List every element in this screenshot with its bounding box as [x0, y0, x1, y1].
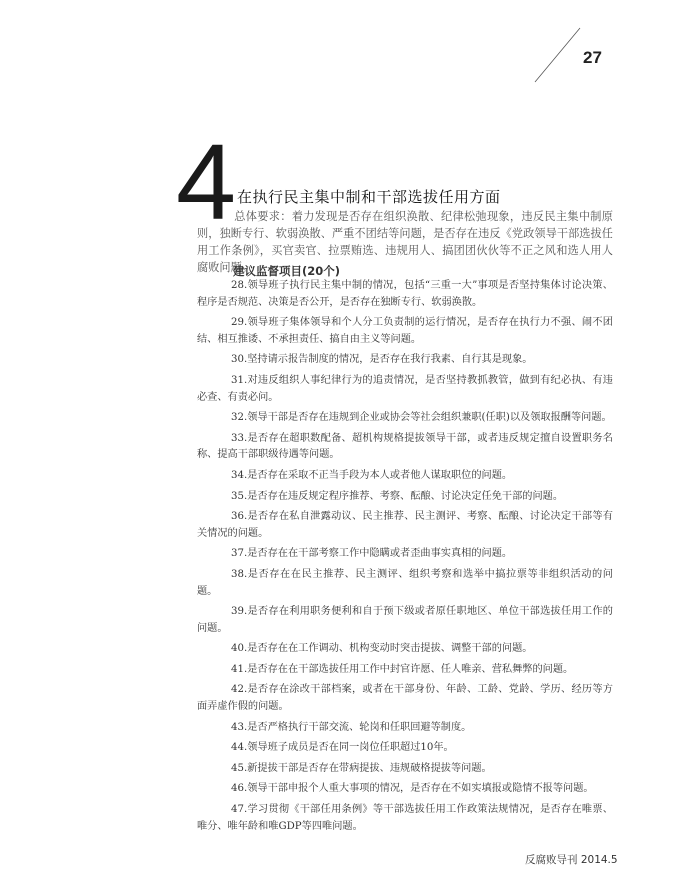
list-item: 42.是否存在涂改干部档案，或者在干部身份、年龄、工龄、党龄、学历、经历等方面弄虚作假的问题。	[197, 684, 613, 713]
list-item: 29.领导班子集体领导和个人分工负责制的运行情况，是否存在执行力不强、闹不团结、相互推诿、不承担责任、搞自由主义等问题。	[197, 317, 613, 345]
supervision-items-list	[197, 278, 613, 839]
supervision-items-heading: 建议监督项目(20个)	[233, 264, 341, 278]
list-item: 36.是否存在私自泄露动议、民主推荐、民主测评、考察、酝酿、讨论决定干部等有关情况的问题。	[197, 511, 613, 539]
list-item: 31.对违反组织人事纪律行为的追责情况，是否坚持教抓教管，做到有纪必执、有违必查、有责必问。	[197, 374, 613, 403]
list-item: 41.是否存在在干部选拔任用工作中封官许愿、任人唯亲、营私舞弊的问题。	[231, 663, 574, 675]
list-item: 40.是否存在在工作调动、机构变动时突击提拔、调整干部的问题。	[231, 643, 533, 655]
section-numeral: 4	[176, 121, 237, 242]
corner-decoration-line	[0, 0, 683, 100]
section-title: 在执行民主集中制和干部选拔任用方面	[237, 188, 501, 206]
list-item: 30.坚持请示报告制度的情况，是否存在我行我素、自行其是现象。	[231, 354, 533, 366]
page-number: 27	[583, 48, 602, 67]
requirements-text: 着力发现是否存在组织涣散、纪律松弛现象，违反民主集中制原则，独断专行、软弱涣散、严重不团结等问题，是否存在违反《党政领导干部选拔任用工作条例》，买官卖官、拉票贿选、违规用人、搞团团伙伙等不正之风和选人用人腐败问题。	[197, 210, 613, 274]
requirements-label: 总体要求：	[234, 210, 292, 223]
list-item: 35.是否存在违反规定程序推荐、考察、酝酿、讨论决定任免干部的问题。	[231, 490, 564, 502]
list-item: 37.是否存在在干部考察工作中隐瞒或者歪曲事实真相的问题。	[231, 548, 513, 560]
list-item: 33.是否存在超职数配备、超机构规格提拔领导干部，或者违反规定擅自设置职务名称、提高干部职级待遇等问题。	[197, 432, 613, 461]
list-item: 43.是否严格执行干部交流、轮岗和任职回避等制度。	[231, 721, 472, 733]
list-item: 39.是否存在利用职务便利和自于预下级或者原任职地区、单位干部选拔任用工作的问题。	[197, 606, 613, 634]
list-item: 38.是否存在在民主推荐、民主测评、组织考察和选举中搞拉票等非组织活动的问题。	[197, 568, 613, 597]
list-item: 47.学习贯彻《干部任用条例》等干部选拔任用工作政策法规情况，是否存在唯票、唯分、唯年龄和唯GDP等四唯问题。	[197, 804, 613, 832]
list-item: 32.领导干部是否存在违规到企业或协会等社会组织兼职(任职)以及领取报酬等问题。	[231, 412, 612, 424]
list-item: 46.领导干部申报个人重大事项的情况，是否存在不如实填报或隐情不报等问题。	[231, 783, 594, 795]
list-item: 34.是否存在采取不正当手段为本人或者他人谋取职位的问题。	[231, 469, 513, 481]
list-item: 45.新提拔干部是否存在带病提拔、违规破格提拔等问题。	[231, 762, 492, 774]
list-item: 28.领导班子执行民主集中制的情况，包括“三重一大”事项是否坚持集体讨论决策、程序是否规范、决策是否公开，是否存在独断专行、软弱涣散。	[197, 280, 613, 308]
list-item: 44.领导班子成员是否在同一岗位任职超过10年。	[231, 742, 454, 754]
journal-footer: 反腐败导刊 2014.5	[525, 854, 618, 866]
